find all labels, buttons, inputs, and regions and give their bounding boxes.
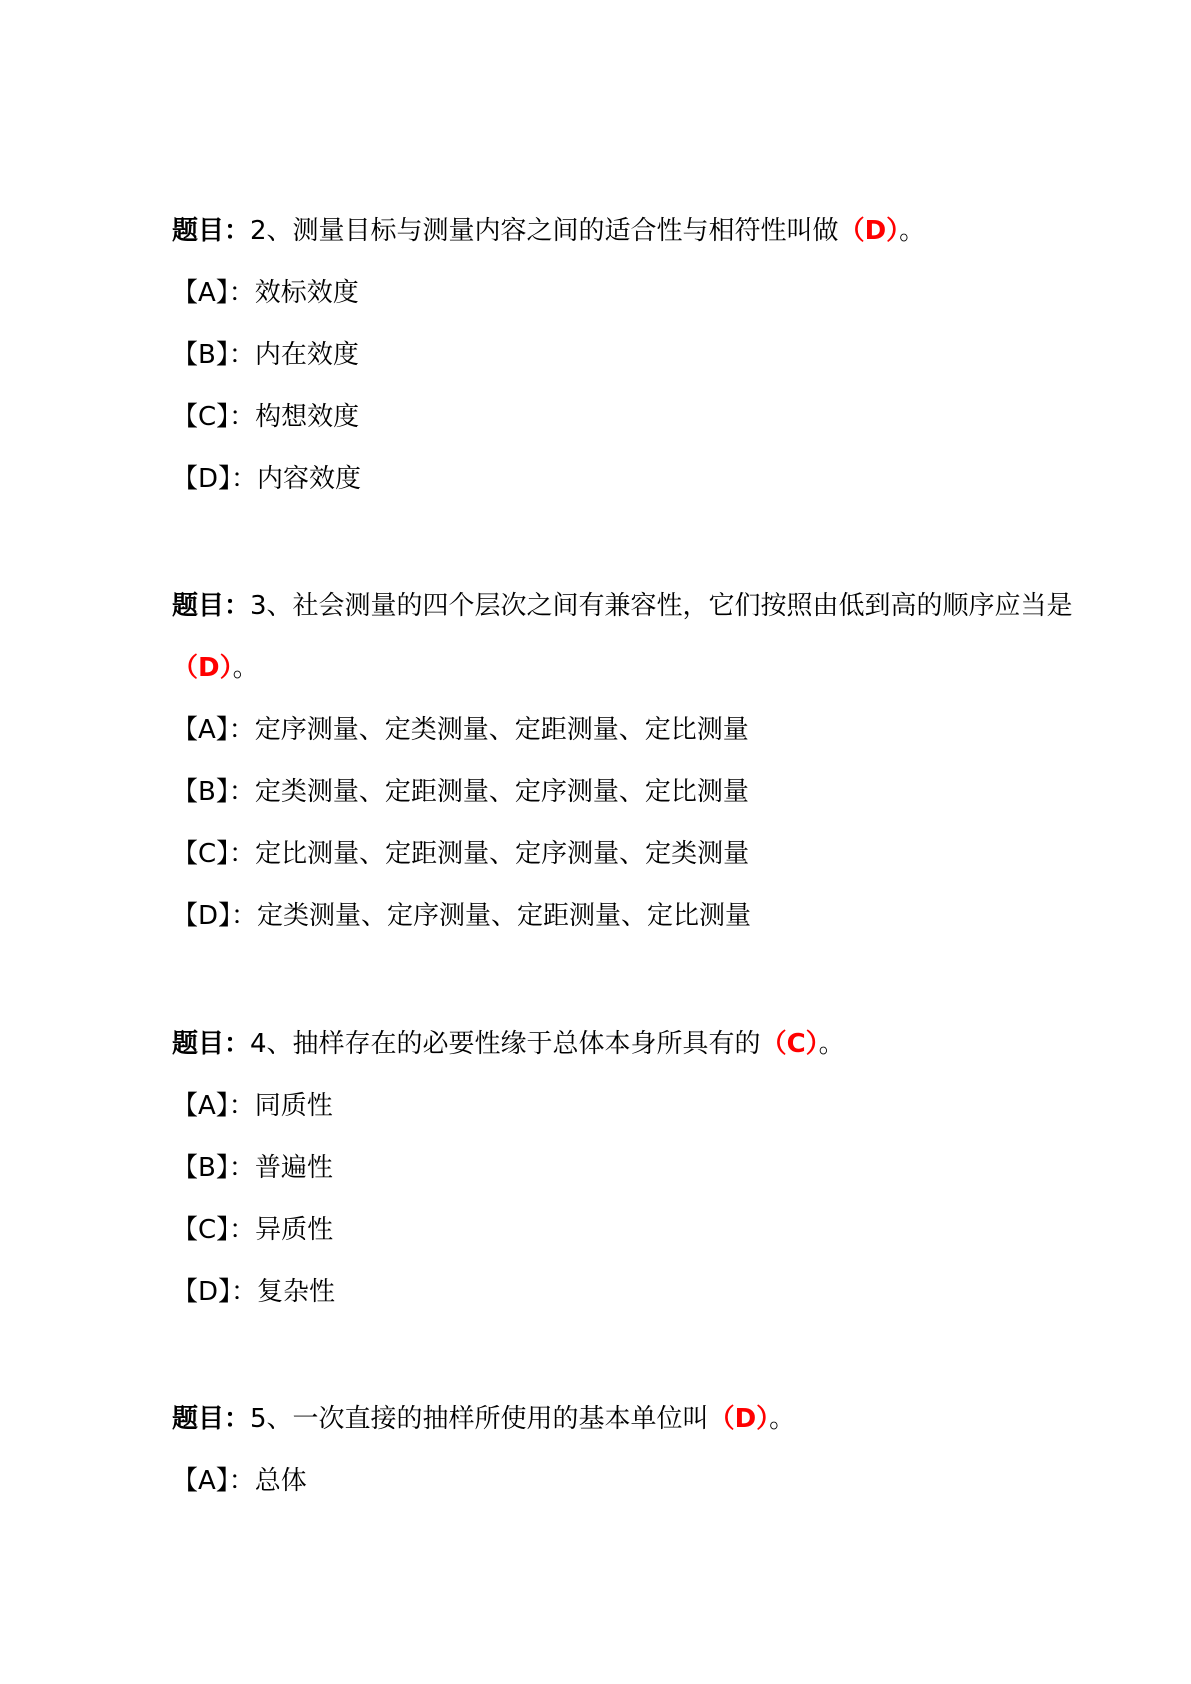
option-key: 【C】： <box>172 402 256 432</box>
answer-mark: （D） <box>172 653 233 683</box>
question-stem <box>172 1388 1092 1450</box>
option-a <box>172 262 1092 324</box>
option-a <box>172 1450 1092 1512</box>
option-key: 【A】： <box>172 1466 255 1496</box>
option-text: 定序测量、定类测量、定距测量、定比测量 <box>254 715 749 745</box>
option-c <box>172 386 1092 448</box>
option-text: 效标效度 <box>254 278 359 308</box>
option-a <box>172 699 1092 761</box>
option-list <box>172 699 1092 947</box>
question-text: 3、社会测量的四个层次之间有兼容性，它们按照由低到高的顺序应当是 <box>250 591 1073 621</box>
option-text: 内在效度 <box>254 340 359 370</box>
question-stem <box>172 200 1092 262</box>
option-b <box>172 324 1092 386</box>
option-d <box>172 1261 1092 1323</box>
question-label: 题目： <box>172 1029 251 1059</box>
option-key: 【D】： <box>172 464 258 494</box>
question-label: 题目： <box>172 216 251 246</box>
option-text: 定比测量、定距测量、定序测量、定类测量 <box>255 839 750 869</box>
option-list <box>172 1450 1092 1512</box>
option-d <box>172 885 1092 947</box>
question-end: 。 <box>899 216 926 246</box>
question-stem <box>172 1013 1092 1075</box>
question-label: 题目： <box>172 591 251 621</box>
option-key: 【B】： <box>172 777 255 807</box>
option-key: 【A】： <box>172 1091 255 1121</box>
option-c <box>172 823 1092 885</box>
question-text: 2、测量目标与测量内容之间的适合性与相符性叫做 <box>250 216 839 246</box>
option-key: 【D】： <box>172 1277 258 1307</box>
option-d <box>172 448 1092 510</box>
option-key: 【B】： <box>172 340 255 370</box>
question-text: 4、抽样存在的必要性缘于总体本身所具有的 <box>250 1029 761 1059</box>
option-text: 内容效度 <box>257 464 362 494</box>
option-key: 【A】： <box>172 715 255 745</box>
question-text: 5、一次直接的抽样所使用的基本单位叫 <box>250 1404 709 1434</box>
option-text: 构想效度 <box>255 402 360 432</box>
option-list <box>172 1075 1092 1323</box>
question-4 <box>172 1013 1092 1323</box>
option-text: 定类测量、定距测量、定序测量、定比测量 <box>254 777 749 807</box>
option-list <box>172 262 1092 510</box>
option-b <box>172 761 1092 823</box>
question-2 <box>172 200 1092 510</box>
option-key: 【A】： <box>172 278 255 308</box>
question-end: 。 <box>818 1029 845 1059</box>
option-key: 【C】： <box>172 1215 256 1245</box>
question-3 <box>172 575 1092 947</box>
option-key: 【D】： <box>172 901 258 931</box>
question-end: 。 <box>769 1404 796 1434</box>
answer-mark: （D） <box>838 216 900 246</box>
option-text: 普遍性 <box>254 1153 333 1183</box>
option-text: 复杂性 <box>257 1277 336 1307</box>
answer-mark: （C） <box>760 1029 819 1059</box>
option-key: 【B】： <box>172 1153 255 1183</box>
option-text: 异质性 <box>255 1215 334 1245</box>
option-text: 同质性 <box>254 1091 333 1121</box>
question-end: 。 <box>232 653 259 683</box>
option-b <box>172 1137 1092 1199</box>
question-stem <box>172 575 1092 699</box>
question-label: 题目： <box>172 1404 251 1434</box>
question-5 <box>172 1388 1092 1512</box>
option-c <box>172 1199 1092 1261</box>
option-a <box>172 1075 1092 1137</box>
option-text: 定类测量、定序测量、定距测量、定比测量 <box>257 901 752 931</box>
option-key: 【C】： <box>172 839 256 869</box>
answer-mark: （D） <box>708 1404 770 1434</box>
option-text: 总体 <box>254 1466 307 1496</box>
